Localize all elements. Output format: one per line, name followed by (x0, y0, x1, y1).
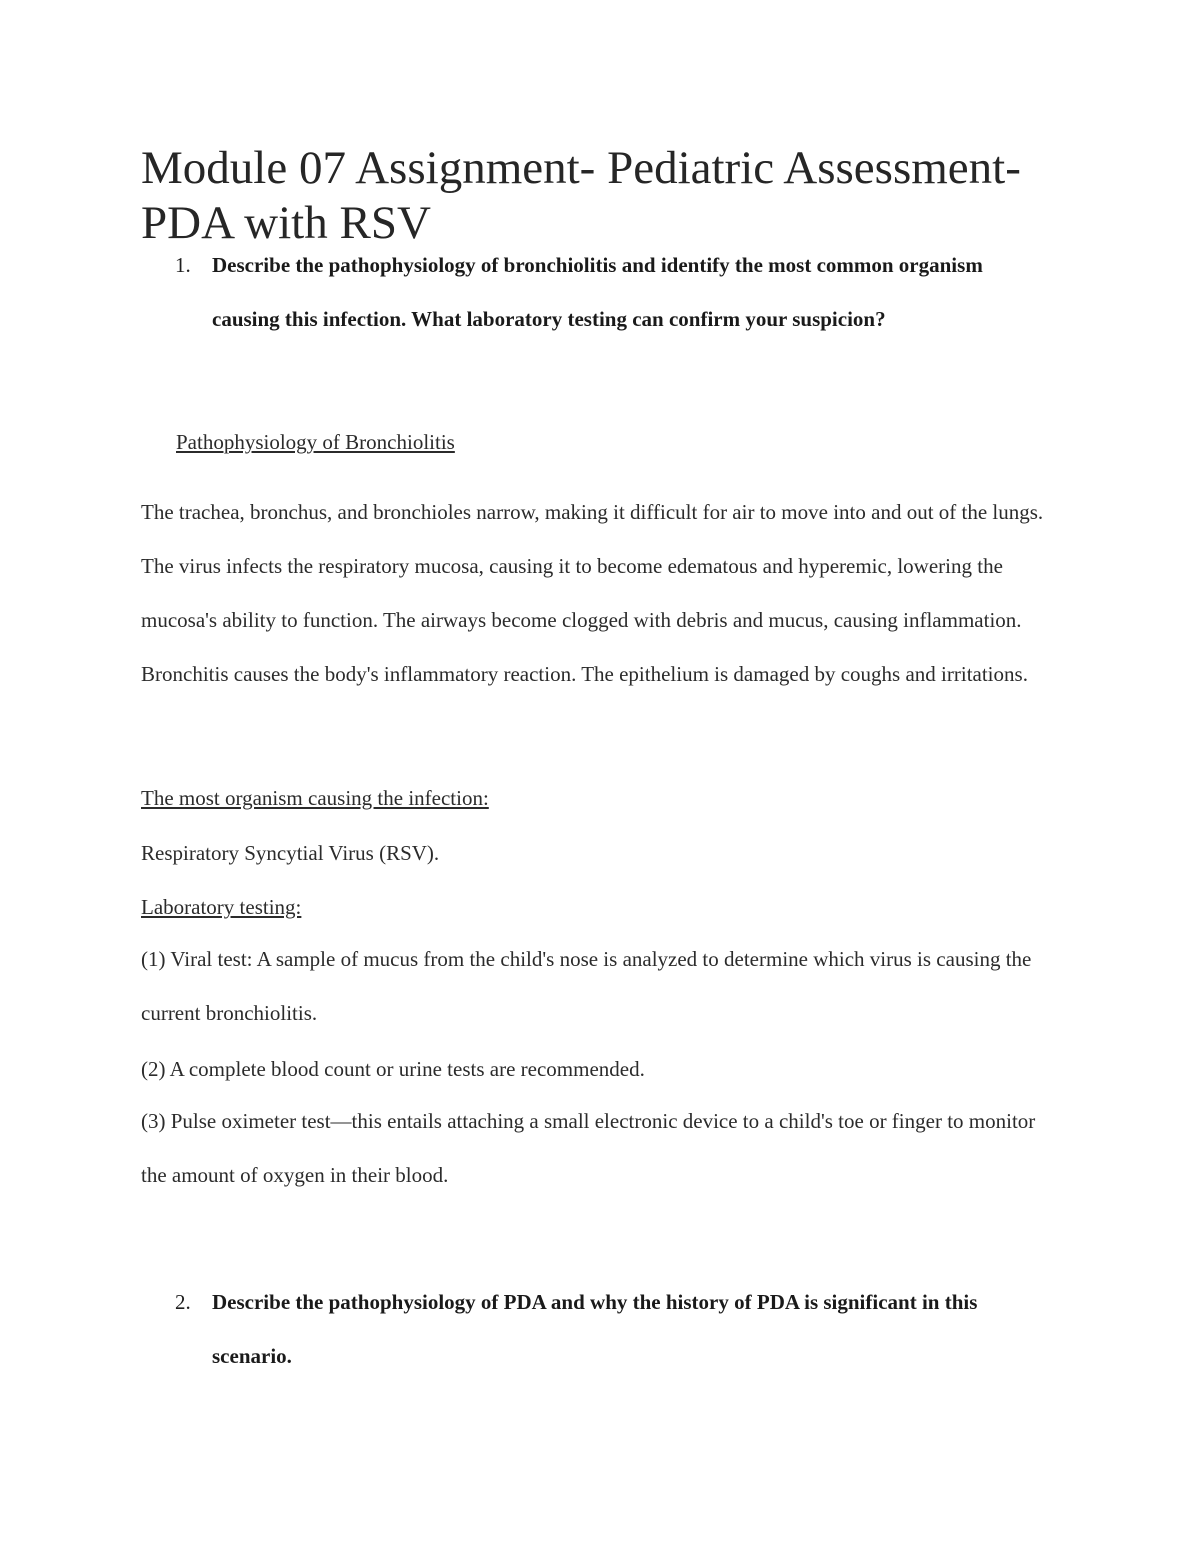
lab-testing-heading: Laboratory testing: (141, 895, 302, 919)
question-1-text: Describe the pathophysiology of bronchiolitis and identify the most common organism causing this infection. What laboratory testing can confirm your suspicion? (212, 253, 983, 331)
lab-test-item-2: (2) A complete blood count or urine tests are recommended. (141, 1057, 645, 1081)
organism-answer: Respiratory Syncytial Virus (RSV). (141, 841, 440, 865)
question-2-number: 2. (175, 1290, 191, 1314)
question-2-text: Describe the pathophysiology of PDA and why the history of PDA is significant in this scenario. (212, 1290, 978, 1368)
pathophysiology-paragraph: The trachea, bronchus, and bronchioles narrow, making it difficult for air to move into and out of the lungs. The virus infects the respiratory mucosa, causing it to become edematous and hyperemic, lowering the mucosa's ability to function. The airways become clogged with debris and mucus, causing inflammation. Bronchitis causes the body's inflammatory reaction. The epithelium is damaged by coughs and irritations. (141, 500, 1044, 686)
document-title: Module 07 Assignment- Pediatric Assessment- PDA with RSV (141, 142, 1021, 249)
lab-test-item-1: (1) Viral test: A sample of mucus from the child's nose is analyzed to determine which virus is causing the current bronchiolitis. (141, 947, 1032, 1025)
question-1-number: 1. (175, 253, 191, 277)
lab-test-item-3: (3) Pulse oximeter test—this entails attaching a small electronic device to a child's toe or finger to monitor the amount of oxygen in their blood. (141, 1109, 1036, 1187)
organism-heading: The most organism causing the infection: (141, 786, 489, 810)
pathophysiology-heading: Pathophysiology of Bronchiolitis (176, 430, 455, 454)
